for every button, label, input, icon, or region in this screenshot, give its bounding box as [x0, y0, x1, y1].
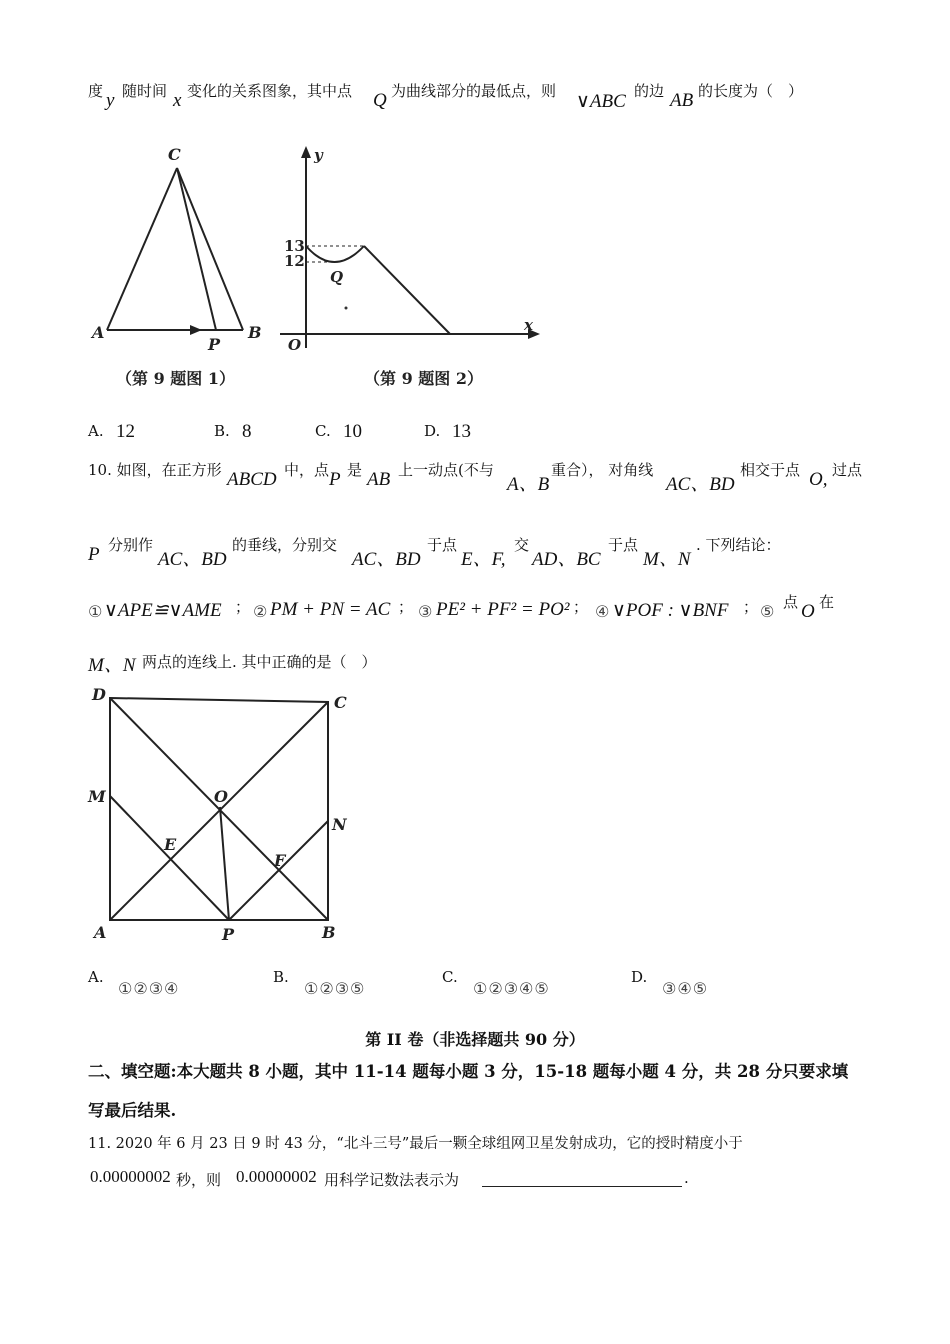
- q10-l3-num-5: ⑤: [760, 602, 776, 621]
- q9-figure-1: [80, 138, 280, 398]
- q11-period: .: [684, 1169, 689, 1187]
- q10-l1-text-4: 上一动点(不与: [398, 461, 494, 479]
- q10-l1-text-6: 相交于点: [740, 461, 801, 479]
- q9-var-ab: AB: [670, 90, 694, 111]
- q10-l4-text: 两点的连线上. 其中正确的是（ ）: [142, 653, 377, 671]
- q10-l1-text-3: 是: [347, 461, 363, 479]
- section-2-heading-line-1: 二、填空题:本大题共 8 小题，其中 11-14 题每小题 3 分，15-18 题每小题 4 分，共 28 分只要求填: [88, 1062, 849, 1081]
- q10-l3-stmt-3: PE² + PF² = PO²: [436, 599, 570, 620]
- fig1-caption: （第 9 题图 1）: [116, 369, 235, 388]
- fig10-label-o: O: [214, 787, 228, 806]
- q10-l2-var-ac-bd-1: AC、BD: [158, 549, 227, 570]
- q10-l1-var-ab: AB: [367, 469, 391, 490]
- fig10-label-m: M: [88, 787, 106, 806]
- q10-figure: [84, 680, 364, 955]
- q9-option-a-letter: A.: [88, 422, 104, 440]
- q11-text-2: 用科学记数法表示为: [324, 1171, 460, 1189]
- q11-answer-blank[interactable]: [482, 1186, 682, 1187]
- fig10-segment-po: [220, 807, 229, 920]
- section-2-title: 第 II 卷（非选择题共 90 分）: [365, 1030, 585, 1049]
- q10-l2-text-6: . 下列结论：: [696, 536, 781, 554]
- q10-option-a-letter: A.: [88, 968, 104, 986]
- fig2-curve: [306, 246, 364, 262]
- q10-l3-stmt-1: ∨APE≌∨AME: [104, 600, 222, 621]
- fig1-label-p: P: [208, 335, 221, 354]
- q10-l3-sep-2: ；: [398, 598, 414, 616]
- q9-option-d-letter: D.: [424, 422, 441, 440]
- q9-text-3: 变化的关系图象，其中点: [187, 82, 353, 100]
- q10-l1-var-o: O,: [809, 469, 828, 490]
- q9-text-2: 随时间: [122, 82, 168, 100]
- fig2-label-y: y: [314, 146, 323, 164]
- q10-option-d-letter: D.: [631, 968, 648, 986]
- q10-l2-var-m-n: M、N: [643, 549, 691, 570]
- q10-l1-var-a-b: A、B: [507, 474, 550, 495]
- q10-l3-num-1: ①: [88, 602, 104, 621]
- q10-l1-text-1: 10. 如图，在正方形: [88, 461, 222, 479]
- fig10-label-d: D: [92, 685, 106, 704]
- fig1-side-ca: [107, 168, 177, 330]
- q9-var-q: Q: [373, 90, 387, 111]
- q10-option-b-letter: B.: [273, 968, 289, 986]
- fig2-label-o: O: [288, 336, 302, 354]
- q10-l2-var-p: P: [88, 544, 100, 565]
- fig1-label-a: A: [92, 323, 105, 342]
- q9-text-5: 的边: [634, 82, 665, 100]
- fig2-tick-13: 13: [284, 237, 305, 255]
- fig2-tick-12: 12: [284, 252, 305, 270]
- q11-text-1: 秒，则: [176, 1171, 222, 1189]
- q9-option-c-letter: C.: [315, 422, 331, 440]
- fig2-line-segment: [364, 246, 450, 334]
- q10-l3-num-2: ②: [253, 602, 269, 621]
- fig2-caption: （第 9 题图 2）: [364, 369, 483, 388]
- q10-l3-text-dian: 点: [783, 593, 799, 611]
- q10-l3-var-o: O: [801, 601, 815, 622]
- q10-l3-sep-4: ；: [743, 598, 759, 616]
- fig1-arrow-head: [190, 325, 202, 335]
- q9-var-x: x: [173, 90, 182, 111]
- q9-option-c-value: 10: [343, 421, 362, 442]
- q10-l1-var-abcd: ABCD: [227, 469, 277, 490]
- q9-option-b-value: 8: [242, 421, 252, 442]
- q9-option-a-value: 12: [116, 421, 135, 442]
- fig1-label-b: B: [248, 323, 262, 342]
- fig10-label-a: A: [94, 923, 107, 942]
- q10-l1-var-ac-bd: AC、BD: [666, 474, 735, 495]
- q10-l3-sep-1: ；: [235, 598, 251, 616]
- q10-l3-stmt-4: ∨POF : ∨BNF: [612, 600, 729, 621]
- fig2-label-x: x: [524, 316, 533, 334]
- q10-l3-text-zai: 在: [819, 593, 835, 611]
- q10-l1-text-7: 过点: [832, 461, 863, 479]
- q9-text-4: 为曲线部分的最低点，则: [391, 82, 557, 100]
- q9-var-y: y: [106, 90, 115, 111]
- q10-l1-text-2: 中，点: [284, 461, 330, 479]
- q10-l3-num-3: ③: [418, 602, 434, 621]
- q9-text-6: 的长度为（ ）: [698, 82, 804, 100]
- q10-l2-text-3: 于点: [427, 536, 458, 554]
- fig10-label-e: E: [164, 835, 177, 854]
- q10-l2-var-ac-bd-2: AC、BD: [352, 549, 421, 570]
- q10-option-c-value: ①②③④⑤: [473, 979, 550, 998]
- q10-option-c-letter: C.: [442, 968, 458, 986]
- q9-figure-2: [272, 138, 552, 398]
- fig10-label-f: F: [274, 851, 286, 870]
- q10-l2-text-5: 于点: [608, 536, 639, 554]
- fig10-label-b: B: [322, 923, 336, 942]
- q10-l3-sep-3: ；: [573, 598, 589, 616]
- q11-number-1: 0.00000002: [90, 1167, 171, 1186]
- fig10-label-n: N: [332, 815, 347, 834]
- q10-option-b-value: ①②③⑤: [304, 979, 366, 998]
- section-2-heading-line-2: 写最后结果.: [88, 1101, 177, 1120]
- fig2-stray-dot: [345, 307, 348, 310]
- q11-line-1: 11. 2020 年 6 月 23 日 9 时 43 分，“北斗三号”最后一颗全球组网卫星发射成功，它的授时精度小于: [88, 1136, 743, 1152]
- q9-var-abc: ∨ABC: [576, 91, 626, 112]
- fig10-label-c: C: [334, 693, 347, 712]
- q10-l2-text-2: 的垂线，分别交: [232, 536, 338, 554]
- q10-option-d-value: ③④⑤: [662, 979, 709, 998]
- q10-l2-text-1: 分别作: [108, 536, 154, 554]
- q9-text-1: 度: [88, 82, 104, 100]
- q10-l2-text-4: 交: [514, 536, 530, 554]
- q10-l3-stmt-2: PM + PN = AC: [270, 599, 391, 620]
- q10-l1-var-p: P: [329, 469, 341, 490]
- fig2-y-arrow: [301, 146, 311, 158]
- q10-option-a-value: ①②③④: [118, 979, 180, 998]
- q9-option-d-value: 13: [452, 421, 471, 442]
- q9-option-b-letter: B.: [214, 422, 230, 440]
- q10-l2-var-ad-bc: AD、BC: [532, 549, 601, 570]
- q10-l4-var-m-n: M、N: [88, 655, 136, 676]
- q10-l3-num-4: ④: [595, 602, 611, 621]
- fig1-label-c: C: [168, 145, 181, 164]
- q11-number-2: 0.00000002: [236, 1167, 317, 1186]
- fig10-label-p: P: [222, 925, 235, 944]
- q10-l1-text-5: 重合）， 对角线: [551, 461, 654, 479]
- fig2-label-q: Q: [330, 268, 344, 286]
- q10-l2-var-e-f: E、F,: [461, 549, 506, 570]
